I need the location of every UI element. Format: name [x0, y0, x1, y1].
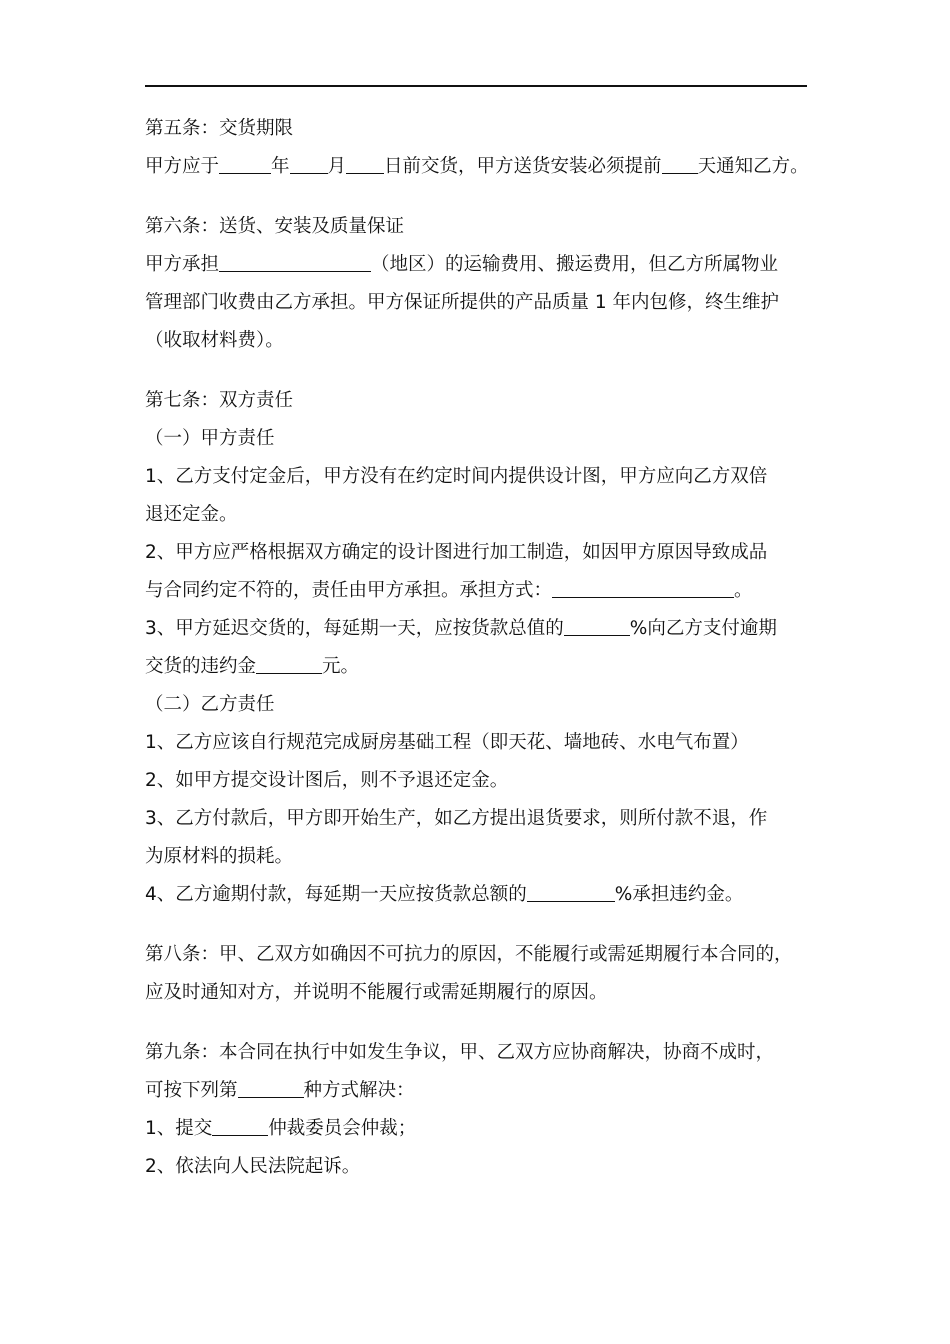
article-9-line-2: [145, 1079, 415, 1103]
party-a-item-2-line-1: 2、甲方应严格根据双方确定的设计图进行加工制造，如因甲方原因导致成品: [145, 542, 768, 563]
text-segment: %向乙方支付逾期: [629, 618, 777, 639]
article-5-title: 第五条：交货期限: [145, 118, 294, 139]
text-segment: （地区）的运输费用、搬运费用，但乙方所属物业: [371, 254, 779, 275]
liability-method-blank: [552, 579, 734, 598]
article-9-option-1: [145, 1117, 416, 1141]
party-a-heading: （一）甲方责任: [145, 428, 275, 449]
text-segment: 3、甲方延迟交货的，每延期一天，应按货款总值的: [145, 618, 564, 639]
article-5-text: [145, 155, 809, 179]
party-a-item-1-line-2: 退还定金。: [145, 504, 238, 525]
text-segment: 1、提交: [145, 1118, 213, 1139]
party-a-item-2-line-2: [145, 579, 753, 603]
article-6-line-1: [145, 253, 778, 277]
text-segment: 种方式解决：: [303, 1080, 415, 1101]
day-blank: [346, 155, 384, 174]
text-segment: 月: [327, 156, 347, 177]
article-9-option-2: 2、依法向人民法院起诉。: [145, 1156, 361, 1177]
text-segment: 甲方应于: [145, 156, 220, 177]
party-a-item-1-line-1: 1、乙方支付定金后，甲方没有在约定时间内提供设计图，甲方应向乙方双倍: [145, 466, 768, 487]
method-number-blank: [238, 1079, 304, 1098]
text-segment: 。: [734, 580, 753, 601]
party-b-item-1: 1、乙方应该自行规范完成厨房基础工程（即天花、墙地砖、水电气布置）: [145, 732, 749, 753]
party-b-item-2: 2、如甲方提交设计图后，则不予退还定金。: [145, 770, 509, 791]
penalty-amount-blank: [256, 655, 322, 674]
text-segment: 天通知乙方。: [697, 156, 809, 177]
party-b-item-3-line-2: 为原材料的损耗。: [145, 846, 294, 867]
article-6-title: 第六条：送货、安装及质量保证: [145, 216, 405, 237]
text-segment: 年: [271, 156, 290, 177]
text-segment: 甲方承担: [145, 254, 220, 275]
party-b-item-3-line-1: 3、乙方付款后，甲方即开始生产，如乙方提出退货要求，则所付款不退，作: [145, 808, 768, 829]
text-segment: 与合同约定不符的，责任由甲方承担。承担方式：: [145, 580, 553, 601]
article-6-line-3: （收取材料费）。: [145, 330, 284, 351]
text-segment: 4、乙方逾期付款，每延期一天应按货款总额的: [145, 884, 527, 905]
article-8-line-1: 第八条：甲、乙双方如确因不可抗力的原因，不能履行或需延期履行本合同的，: [145, 944, 793, 965]
article-8-line-2: 应及时通知对方，并说明不能履行或需延期履行的原因。: [145, 982, 608, 1003]
party-b-item-4: [145, 883, 743, 907]
party-a-item-3-line-2: [145, 655, 359, 679]
header-rule: [145, 85, 807, 87]
party-a-item-3-line-1: [145, 617, 777, 641]
text-segment: 可按下列第: [145, 1080, 238, 1101]
year-blank: [219, 155, 271, 174]
article-6-line-2: 管理部门收费由乙方承担。甲方保证所提供的产品质量 1 年内包修，终生维护: [145, 292, 780, 313]
text-segment: 日前交货，甲方送货安装必须提前: [384, 156, 662, 177]
late-payment-percent-blank: [527, 883, 615, 902]
text-segment: 交货的违约金: [145, 656, 257, 677]
arbitration-commission-blank: [212, 1117, 268, 1136]
text-segment: 元。: [322, 656, 360, 677]
text-segment: 仲裁委员会仲裁；: [268, 1118, 417, 1139]
text-segment: %承担违约金。: [614, 884, 744, 905]
article-7-title: 第七条：双方责任: [145, 390, 294, 411]
article-9-line-1: 第九条：本合同在执行中如发生争议，甲、乙双方应协商解决，协商不成时，: [145, 1042, 775, 1063]
region-blank: [219, 253, 371, 272]
party-b-heading: （二）乙方责任: [145, 694, 275, 715]
percent-blank: [564, 617, 630, 636]
days-blank: [662, 155, 698, 174]
month-blank: [290, 155, 328, 174]
